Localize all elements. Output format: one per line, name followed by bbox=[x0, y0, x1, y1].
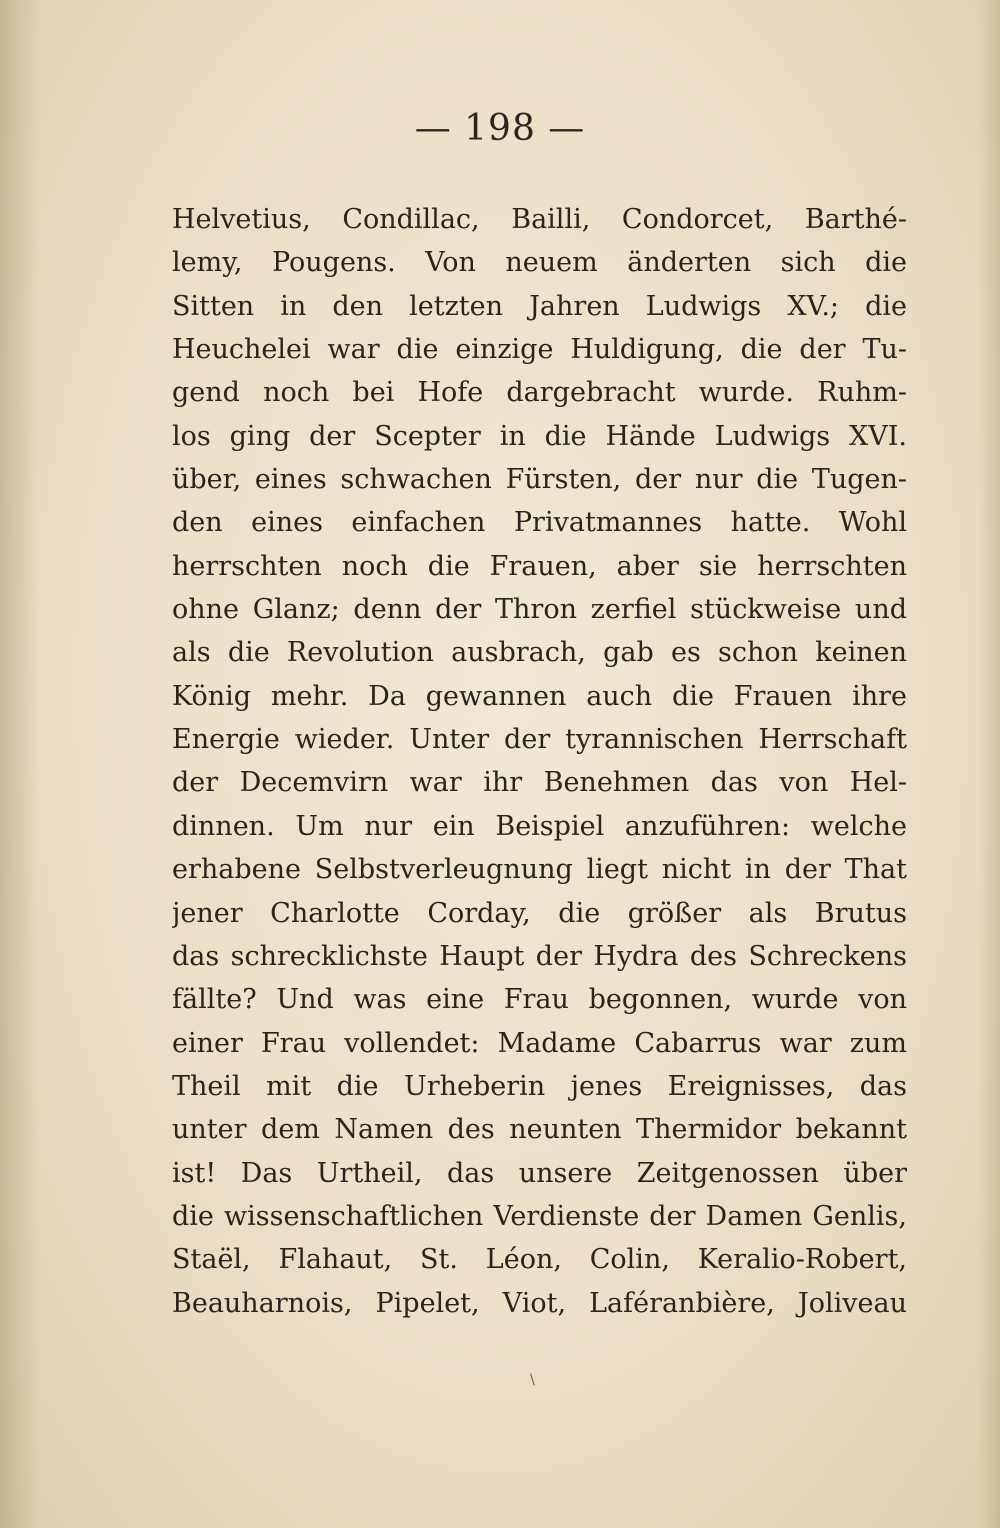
text-line: los ging der Scepter in die Hände Ludwigs XVI. bbox=[172, 420, 907, 452]
text-line: Staël, Flahaut, St. Léon, Colin, Keralio-Robert, bbox=[172, 1244, 907, 1276]
text-line: Beauharnois, Pipelet, Viot, Laféranbière, Joliveau bbox=[172, 1287, 907, 1319]
text-line: Sitten in den letzten Jahren Ludwigs XV.; die bbox=[172, 290, 907, 322]
text-line: ohne Glanz; denn der Thron zerfiel stückweise und bbox=[172, 594, 907, 626]
body-text bbox=[172, 198, 907, 1325]
page-number-header: — 198 — bbox=[414, 108, 586, 149]
text-line: gend noch bei Hofe dargebracht wurde. Ruhm- bbox=[172, 377, 907, 409]
text-line: Energie wieder. Unter der tyrannischen Herrschaft bbox=[172, 724, 907, 756]
text-line: der Decemvirn war ihr Benehmen das von Hel- bbox=[172, 767, 907, 799]
text-line: Heuchelei war die einzige Huldigung, die der Tu- bbox=[172, 334, 907, 366]
text-line: fällte? Und was eine Frau begonnen, wurde von bbox=[172, 984, 907, 1016]
text-line: lemy, Pougens. Von neuem änderten sich die bbox=[172, 247, 907, 279]
text-line: einer Frau vollendet: Madame Cabarrus war zum bbox=[172, 1027, 907, 1059]
text-line: die wissenschaftlichen Verdienste der Damen Genlis, bbox=[172, 1200, 907, 1232]
text-line: herrschten noch die Frauen, aber sie herrschten bbox=[172, 550, 907, 582]
text-line: den eines einfachen Privatmannes hatte. Wohl bbox=[172, 507, 907, 539]
text-line: das schrecklichste Haupt der Hydra des Schreckens bbox=[172, 940, 907, 972]
text-line: Helvetius, Condillac, Bailli, Condorcet, Barthé- bbox=[172, 204, 907, 235]
page-edge-shadow-right bbox=[978, 0, 1000, 1528]
text-line: dinnen. Um nur ein Beispiel anzuführen: welche bbox=[172, 810, 907, 842]
text-line: erhabene Selbstverleugnung liegt nicht in der That bbox=[172, 854, 907, 886]
page-edge-shadow-left bbox=[0, 0, 40, 1528]
text-line: als die Revolution ausbrach, gab es schon keinen bbox=[172, 637, 907, 669]
text-line: über, eines schwachen Fürsten, der nur die Tugen- bbox=[172, 464, 907, 496]
stray-print-mark: \ bbox=[530, 1372, 535, 1388]
text-line: unter dem Namen des neunten Thermidor bekannt bbox=[172, 1114, 907, 1146]
text-line: jener Charlotte Corday, die größer als Brutus bbox=[172, 897, 907, 929]
text-line: König mehr. Da gewannen auch die Frauen ihre bbox=[172, 680, 907, 712]
text-line: ist! Das Urtheil, das unsere Zeitgenossen über bbox=[172, 1157, 907, 1189]
text-line: Theil mit die Urheberin jenes Ereignisses, das bbox=[172, 1070, 907, 1102]
